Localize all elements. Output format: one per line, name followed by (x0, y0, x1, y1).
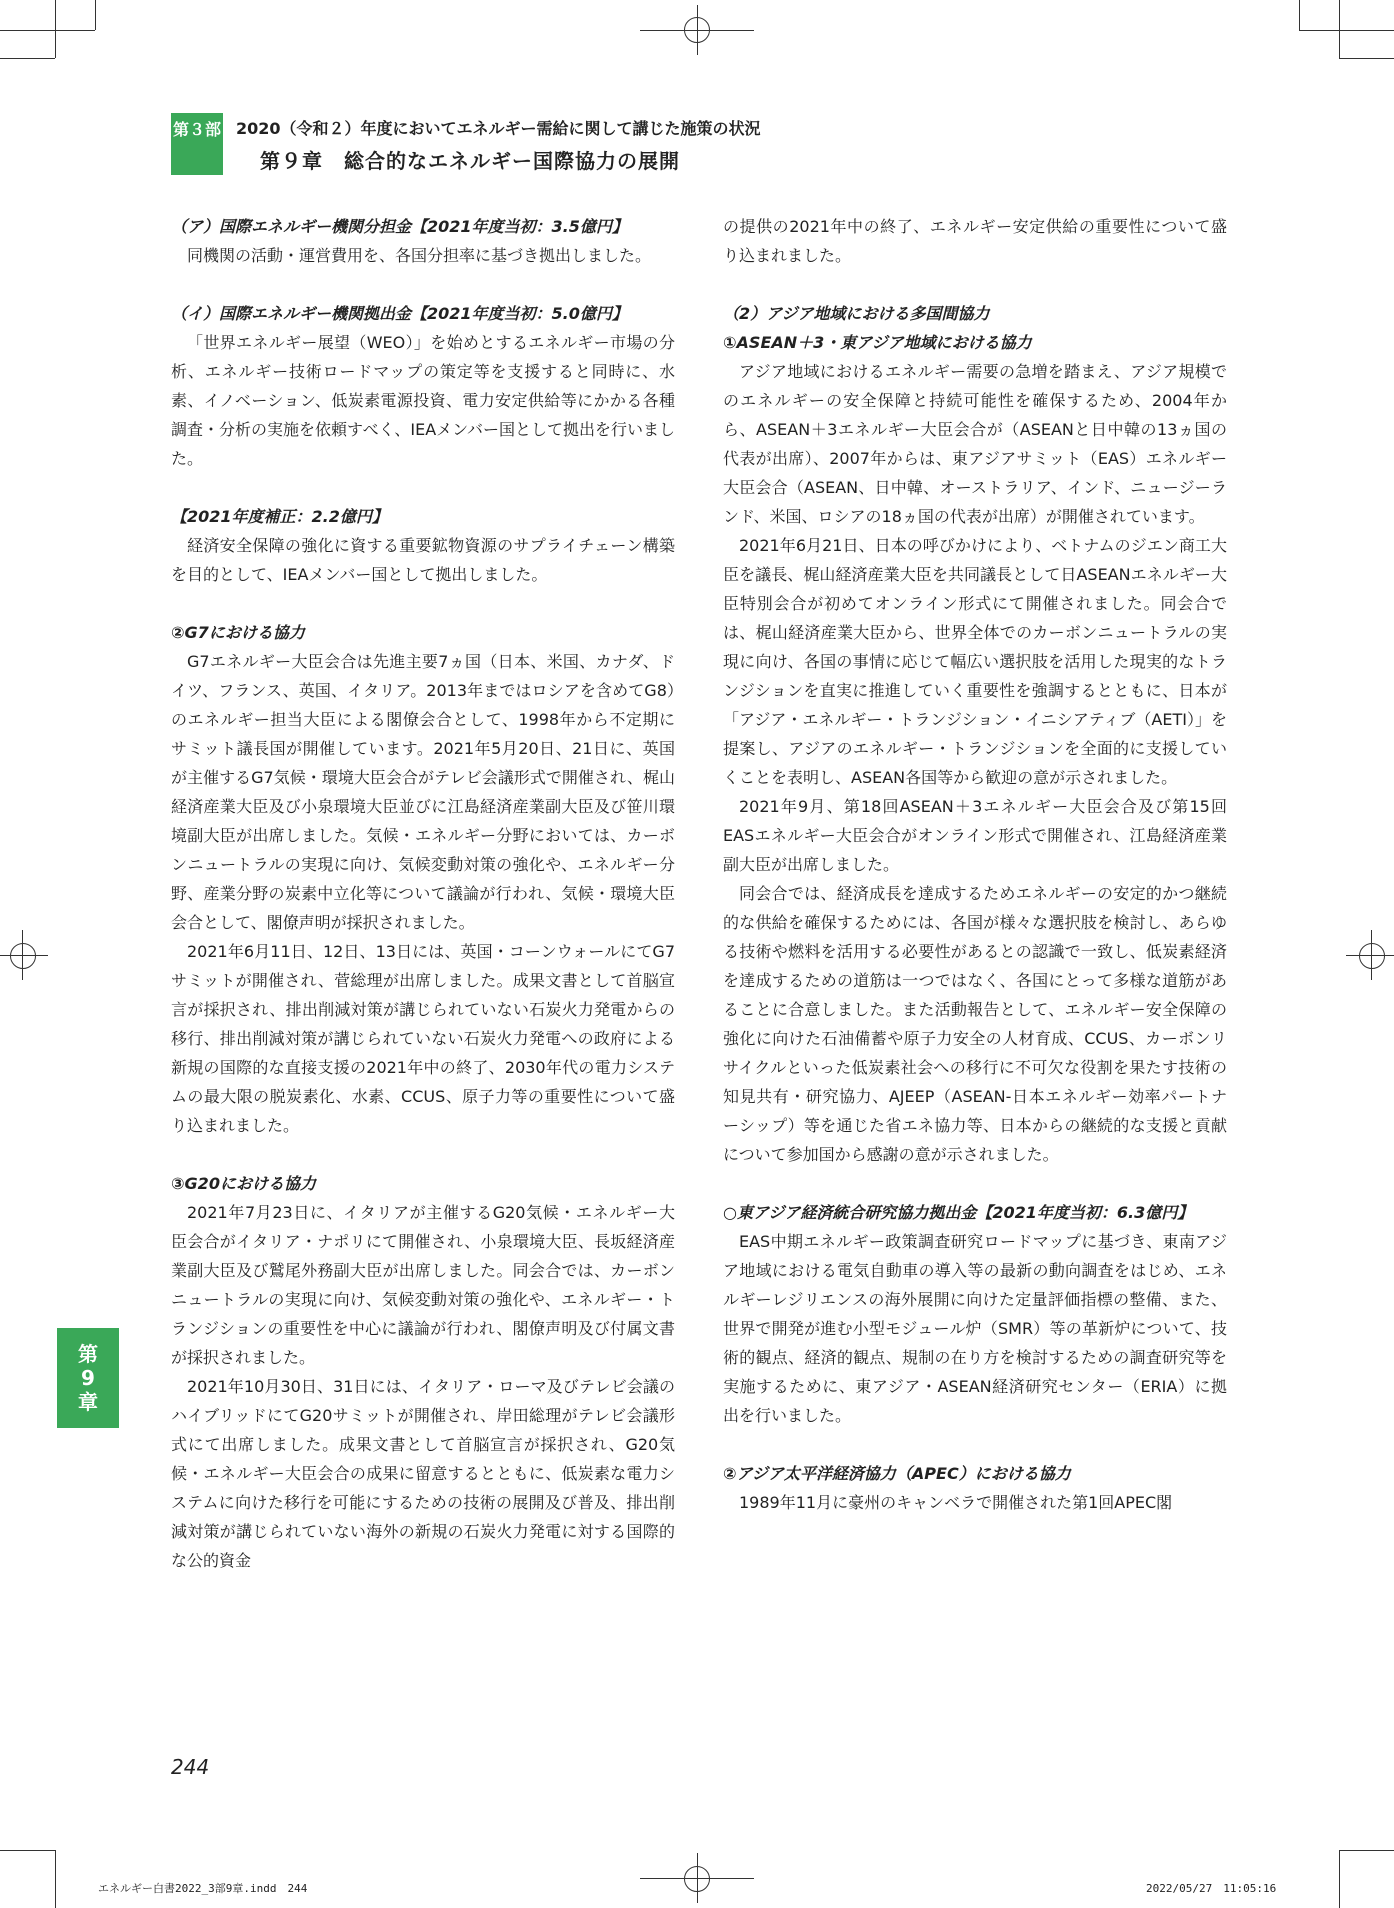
header-accent-bar (171, 143, 223, 175)
right-column (723, 212, 1227, 1517)
body-paragraph: 2021年6月11日、12日、13日には、英国・コーンウォールにてG7サミットが開催され、菅総理が出席しました。成果文書として首脳宣言が採択され、排出削減対策が講じられていない石炭火力発電からの移行、排出削減対策が講じられていない石炭火力発電への政府による新規の国際的な直接支援の2021年中の終了、2030年代の電力システムの最大限の脱炭素化、水素、CCUS、原子力等の重要性について盛り込まれました。 (171, 942, 675, 1135)
body-paragraph: 2021年10月30日、31日には、イタリア・ローマ及びテレビ会議のハイブリッドにてG20サミットが開催され、岸田総理がテレビ会議形式にて出席しました。成果文書として首脳宣言が採択され、G20気候・エネルギー大臣会合の成果に留意するとともに、低炭素な電力システムに向けた移行を可能にするための技術の展開及び普及、排出削減対策が講じられていない海外の新規の石炭火力発電に対する国際的な公的資金 (171, 1377, 675, 1570)
section-heading: （2）アジア地域における多国間協力 (723, 304, 990, 323)
body-paragraph: G7エネルギー大臣会合は先進主要7ヵ国（日本、米国、カナダ、ドイツ、フランス、英国、イタリア。2013年まではロシアを含めてG8）のエネルギー担当大臣による閣僚会合として、1998年から不定期にサミット議長国が開催しています。2021年5月20日、21日に、英国が主催するG7気候・環境大臣会合がテレビ会議形式で開催され、梶山経済産業大臣及び小泉環境大臣並びに江島経済産業副大臣及び笹川環境副大臣が出席しました。気候・エネルギー分野においては、カーボンニュートラルの実現に向け、気候変動対策の強化や、エネルギー分野、産業分野の炭素中立化等について議論が行われ、気候・環境大臣会合として、閣僚声明が採択されました。 (171, 652, 675, 932)
footer-timestamp: 2022/05/27 11:05:16 (1146, 1882, 1277, 1895)
crop-mark (1339, 58, 1394, 59)
body-paragraph: 同機関の活動・運営費用を、各国分担率に基づき拠出しました。 (187, 246, 652, 265)
part-badge: 第３部 (171, 113, 223, 143)
registration-circle (1359, 943, 1385, 969)
chapter-title: 第９章 総合的なエネルギー国際協力の展開 (260, 149, 680, 173)
section-heading: （イ）国際エネルギー機関拠出金【2021年度当初：5.0億円】 (171, 304, 628, 323)
registration-circle (684, 17, 710, 43)
registration-circle (10, 943, 36, 969)
section-heading: 【2021年度補正：2.2億円】 (171, 507, 388, 526)
page-number: 244 (171, 1755, 210, 1779)
section-heading: ①ASEAN＋3・東アジア地域における協力 (723, 333, 1032, 352)
crop-mark (1339, 1850, 1394, 1851)
crop-mark (55, 0, 56, 58)
spacer (171, 589, 675, 618)
section-heading: ②G7における協力 (171, 623, 305, 642)
crop-mark (0, 58, 55, 59)
body-paragraph: 経済安全保障の強化に資する重要鉱物資源のサプライチェーン構築を目的として、IEAメンバー国として拠出しました。 (171, 536, 675, 584)
section-heading: （ア）国際エネルギー機関分担金【2021年度当初：3.5億円】 (171, 217, 628, 236)
body-paragraph: の提供の2021年中の終了、エネルギー安定供給の重要性について盛り込まれました。 (723, 217, 1227, 265)
body-paragraph: 1989年11月に豪州のキャンベラで開催された第1回APEC閣 (739, 1493, 1173, 1512)
body-paragraph: 2021年7月23日に、イタリアが主催するG20気候・エネルギー大臣会合がイタリア・ナポリにて開催され、小泉環境大臣、長坂経済産業副大臣及び鷲尾外務副大臣が出席しました。同会合では、カーボンニュートラルの実現に向け、気候変動対策の強化や、エネルギー・トランジションの重要性を中心に議論が行われ、閣僚声明及び付属文書が採択されました。 (171, 1203, 675, 1367)
footer-filename: エネルギー白書2022_3部9章.indd 244 (98, 1882, 308, 1895)
crop-mark (55, 1850, 56, 1908)
body-paragraph: アジア地域におけるエネルギー需要の急増を踏まえ、アジア規模でのエネルギーの安全保障と持続可能性を確保するため、2004年から、ASEAN＋3エネルギー大臣会合が（ASEANと日中韓の13ヵ国の代表が出席）、2007年からは、東アジアサミット（EAS）エネルギー大臣会合（ASEAN、日中韓、オーストラリア、インド、ニュージーランド、米国、ロシアの18ヵ国の代表が出席）が開催されています。 (723, 362, 1227, 526)
crop-mark (1299, 0, 1300, 30)
crop-mark (1339, 0, 1340, 58)
spacer (723, 1169, 1227, 1198)
registration-circle (684, 1866, 710, 1892)
part-title: 2020（令和２）年度においてエネルギー需給に関して講じた施策の状況 (236, 119, 761, 138)
body-paragraph: 2021年9月、第18回ASEAN＋3エネルギー大臣会合及び第15回EASエネルギー大臣会合がオンライン形式で開催され、江島経済産業副大臣が出席しました。 (723, 797, 1227, 874)
side-tab-number: 9 (81, 1366, 95, 1390)
spacer (723, 1430, 1227, 1459)
body-paragraph: 「世界エネルギー展望（WEO）」を始めとするエネルギー市場の分析、エネルギー技術ロードマップの策定等を支援すると同時に、水素、イノベーション、低炭素電源投資、電力安定供給等にかかる各種調査・分析の実施を依頼すべく、IEAメンバー国として拠出を行いました。 (171, 333, 676, 468)
section-heading: ○東アジア経済統合研究協力拠出金【2021年度当初：6.3億円】 (723, 1203, 1194, 1222)
spacer (171, 1140, 675, 1169)
side-tab-char: 第 (78, 1342, 98, 1366)
side-tab-char: 章 (78, 1390, 98, 1414)
crop-mark (0, 30, 95, 31)
crop-mark (1299, 30, 1394, 31)
body-paragraph: 2021年6月21日、日本の呼びかけにより、ベトナムのジエン商工大臣を議長、梶山経済産業大臣を共同議長として日ASEANエネルギー大臣特別会合が初めてオンライン形式にて開催されました。同会合では、梶山経済産業大臣から、世界全体でのカーボンニュートラルの実現に向け、各国の事情に応じて幅広い選択肢を活用した現実的なトランジションを直実に推進していく重要性を強調するとともに、日本が「アジア・エネルギー・トランジション・イニシアティブ（AETI）」を提案し、アジアのエネルギー・トランジションを全面的に支援していくことを表明し、ASEAN各国等から歓迎の意が示されました。 (723, 536, 1227, 787)
section-heading: ③G20における協力 (171, 1174, 316, 1193)
spacer (171, 270, 675, 299)
section-heading: ②アジア太平洋経済協力（APEC）における協力 (723, 1464, 1071, 1483)
spacer (723, 270, 1227, 299)
spacer (171, 473, 675, 502)
chapter-side-tab (57, 1328, 119, 1428)
crop-mark (95, 0, 96, 30)
crop-mark (0, 1850, 55, 1851)
body-paragraph: 同会合では、経済成長を達成するためエネルギーの安定的かつ継続的な供給を確保するためには、各国が様々な選択肢を検討し、あらゆる技術や燃料を活用する必要性があるとの認識で一致し、低炭素経済を達成するための道筋は一つではなく、各国にとって多様な道筋があることに合意しました。また活動報告として、エネルギー安全保障の強化に向けた石油備蓄や原子力安全の人材育成、CCUS、カーボンリサイクルといった低炭素社会への移行に不可欠な役割を果たす技術の知見共有・研究協力、AJEEP（ASEAN-日本エネルギー効率パートナーシップ）等を通じた省エネ協力等、日本からの継続的な支援と貢献について参加国から感謝の意が示されました。 (723, 884, 1227, 1164)
crop-mark (1339, 1850, 1340, 1908)
left-column (171, 212, 675, 1575)
body-paragraph: EAS中期エネルギー政策調査研究ロードマップに基づき、東南アジア地域における電気自動車の導入等の最新の動向調査をはじめ、エネルギーレジリエンスの海外展開に向けた定量評価指標の整備、また、世界で開発が進む小型モジュール炉（SMR）等の革新炉について、技術的観点、経済的観点、規制の在り方を検討するための調査研究等を実施するために、東アジア・ASEAN経済研究センター（ERIA）に拠出を行いました。 (723, 1232, 1227, 1425)
